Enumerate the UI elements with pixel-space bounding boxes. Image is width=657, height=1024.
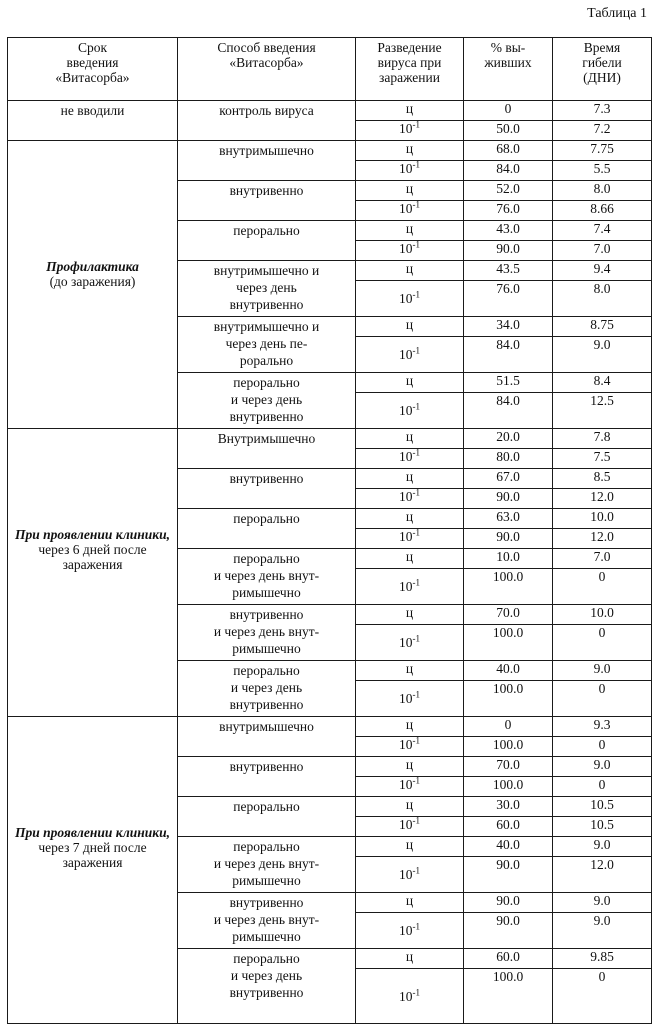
method-line: внутривенно bbox=[180, 296, 353, 313]
survived-value: 84.0 bbox=[464, 337, 553, 373]
death-time-value: 5.5 bbox=[553, 161, 652, 181]
dilution-base: 10 bbox=[399, 737, 413, 752]
method-line: внутривенно bbox=[180, 696, 353, 713]
death-time-value: 9.85 bbox=[553, 949, 652, 969]
dilution-exponent: -1 bbox=[413, 987, 421, 997]
death-time-value: 0 bbox=[553, 737, 652, 757]
survived-value: 10.0 bbox=[464, 549, 553, 569]
survived-value: 100.0 bbox=[464, 681, 553, 717]
survived-value: 68.0 bbox=[464, 141, 553, 161]
death-time-value: 12.0 bbox=[553, 857, 652, 893]
method-label: Внутримышечно bbox=[180, 430, 353, 447]
method-cell bbox=[178, 797, 356, 837]
death-time-value: 9.4 bbox=[553, 261, 652, 281]
method-cell bbox=[178, 317, 356, 373]
method-line: и через день внут- bbox=[180, 567, 353, 584]
dilution-whole: ц bbox=[356, 469, 464, 489]
dilution-base: 10 bbox=[399, 121, 413, 136]
method-cell bbox=[178, 717, 356, 757]
death-time-value: 9.0 bbox=[553, 837, 652, 857]
death-time-value: 12.5 bbox=[553, 393, 652, 429]
header-method: Способ введения «Витасорба» bbox=[178, 38, 356, 101]
method-line: римышечно bbox=[180, 584, 353, 601]
term-cell bbox=[8, 429, 178, 717]
survived-value: 43.5 bbox=[464, 261, 553, 281]
death-time-value: 0 bbox=[553, 969, 652, 1024]
dilution-base: 10 bbox=[399, 403, 413, 418]
term-bold-label: При проявлении клиники, bbox=[10, 825, 175, 840]
term-bold-label: При проявлении клиники, bbox=[10, 527, 175, 542]
survived-value: 84.0 bbox=[464, 393, 553, 429]
survived-value: 70.0 bbox=[464, 757, 553, 777]
method-line: через день пе- bbox=[180, 335, 353, 352]
dilution-base: 10 bbox=[399, 635, 413, 650]
survived-value: 40.0 bbox=[464, 661, 553, 681]
method-label: внутривенно bbox=[180, 470, 353, 487]
dilution-exponent: -1 bbox=[413, 402, 421, 412]
dilution-exponent: -1 bbox=[413, 161, 421, 170]
method-label: перорально bbox=[180, 222, 353, 239]
method-line: и через день внут- bbox=[180, 623, 353, 640]
method-cell bbox=[178, 429, 356, 469]
survived-value: 52.0 bbox=[464, 181, 553, 201]
death-time-value: 0 bbox=[553, 681, 652, 717]
death-time-value: 8.4 bbox=[553, 373, 652, 393]
dilution-base: 10 bbox=[399, 347, 413, 362]
method-line: и через день bbox=[180, 391, 353, 408]
dilution-tenth bbox=[356, 777, 464, 797]
header-dilution: Разведение вируса при заражении bbox=[356, 38, 464, 101]
death-time-value: 9.0 bbox=[553, 757, 652, 777]
dilution-tenth bbox=[356, 529, 464, 549]
dilution-exponent: -1 bbox=[413, 529, 421, 538]
death-time-value: 7.8 bbox=[553, 429, 652, 449]
death-time-value: 8.66 bbox=[553, 201, 652, 221]
method-cell bbox=[178, 661, 356, 717]
death-time-value: 9.0 bbox=[553, 337, 652, 373]
method-cell bbox=[178, 141, 356, 181]
dilution-whole: ц bbox=[356, 509, 464, 529]
table-row bbox=[8, 429, 652, 449]
survived-value: 60.0 bbox=[464, 817, 553, 837]
survived-value: 84.0 bbox=[464, 161, 553, 181]
method-cell bbox=[178, 181, 356, 221]
dilution-exponent: -1 bbox=[413, 578, 421, 588]
dilution-tenth bbox=[356, 681, 464, 717]
survived-value: 40.0 bbox=[464, 837, 553, 857]
survived-value: 67.0 bbox=[464, 469, 553, 489]
method-line: внутривенно bbox=[180, 606, 353, 623]
method-label: внутримышечно bbox=[180, 718, 353, 735]
survived-value: 100.0 bbox=[464, 777, 553, 797]
death-time-value: 12.0 bbox=[553, 529, 652, 549]
death-time-value: 7.75 bbox=[553, 141, 652, 161]
method-cell bbox=[178, 221, 356, 261]
dilution-exponent: -1 bbox=[413, 346, 421, 356]
dilution-whole: ц bbox=[356, 261, 464, 281]
dilution-whole: ц bbox=[356, 757, 464, 777]
survived-value: 90.0 bbox=[464, 913, 553, 949]
term-bold-label: Профилактика bbox=[10, 259, 175, 274]
death-time-value: 9.0 bbox=[553, 661, 652, 681]
method-cell bbox=[178, 469, 356, 509]
method-line: перорально bbox=[180, 374, 353, 391]
term-label: не вводили bbox=[10, 103, 175, 118]
death-time-value: 12.0 bbox=[553, 489, 652, 509]
table-caption: Таблица 1 bbox=[587, 6, 647, 22]
dilution-tenth bbox=[356, 913, 464, 949]
dilution-tenth bbox=[356, 449, 464, 469]
dilution-tenth bbox=[356, 393, 464, 429]
method-line: перорально bbox=[180, 950, 353, 967]
death-time-value: 8.0 bbox=[553, 181, 652, 201]
death-time-value: 9.0 bbox=[553, 913, 652, 949]
dilution-whole: ц bbox=[356, 317, 464, 337]
method-line: римышечно bbox=[180, 928, 353, 945]
dilution-base: 10 bbox=[399, 817, 413, 832]
dilution-tenth bbox=[356, 201, 464, 221]
survived-value: 70.0 bbox=[464, 605, 553, 625]
table-row bbox=[8, 101, 652, 121]
dilution-base: 10 bbox=[399, 691, 413, 706]
method-line: римышечно bbox=[180, 640, 353, 657]
dilution-tenth bbox=[356, 121, 464, 141]
dilution-tenth bbox=[356, 489, 464, 509]
survived-value: 0 bbox=[464, 101, 553, 121]
death-time-value: 9.3 bbox=[553, 717, 652, 737]
dilution-base: 10 bbox=[399, 989, 413, 1004]
death-time-value: 7.2 bbox=[553, 121, 652, 141]
death-time-value: 8.5 bbox=[553, 469, 652, 489]
method-cell bbox=[178, 605, 356, 661]
survived-value: 63.0 bbox=[464, 509, 553, 529]
method-line: и через день bbox=[180, 967, 353, 984]
dilution-exponent: -1 bbox=[413, 690, 421, 700]
dilution-tenth bbox=[356, 337, 464, 373]
table-row bbox=[8, 717, 652, 737]
death-time-value: 10.5 bbox=[553, 797, 652, 817]
method-line: через день bbox=[180, 279, 353, 296]
dilution-whole: ц bbox=[356, 181, 464, 201]
method-label: перорально bbox=[180, 510, 353, 527]
method-label: внутримышечно bbox=[180, 142, 353, 159]
dilution-base: 10 bbox=[399, 241, 413, 256]
dilution-base: 10 bbox=[399, 489, 413, 504]
table-row bbox=[8, 141, 652, 161]
dilution-tenth bbox=[356, 281, 464, 317]
method-line: римышечно bbox=[180, 872, 353, 889]
dilution-base: 10 bbox=[399, 777, 413, 792]
method-cell bbox=[178, 261, 356, 317]
dilution-exponent: -1 bbox=[413, 201, 421, 210]
term-cell bbox=[8, 141, 178, 429]
survived-value: 60.0 bbox=[464, 949, 553, 969]
method-line: рорально bbox=[180, 352, 353, 369]
survived-value: 100.0 bbox=[464, 569, 553, 605]
dilution-tenth bbox=[356, 969, 464, 1024]
dilution-exponent: -1 bbox=[413, 737, 421, 746]
dilution-whole: ц bbox=[356, 605, 464, 625]
survived-value: 30.0 bbox=[464, 797, 553, 817]
death-time-value: 7.4 bbox=[553, 221, 652, 241]
survived-value: 90.0 bbox=[464, 489, 553, 509]
dilution-whole: ц bbox=[356, 717, 464, 737]
death-time-value: 8.75 bbox=[553, 317, 652, 337]
method-line: внутривенно bbox=[180, 408, 353, 425]
survived-value: 100.0 bbox=[464, 737, 553, 757]
dilution-tenth bbox=[356, 569, 464, 605]
dilution-base: 10 bbox=[399, 291, 413, 306]
death-time-value: 7.3 bbox=[553, 101, 652, 121]
term-cell bbox=[8, 101, 178, 141]
survived-value: 76.0 bbox=[464, 201, 553, 221]
dilution-whole: ц bbox=[356, 221, 464, 241]
term-label: через 7 дней после заражения bbox=[10, 840, 175, 870]
method-cell bbox=[178, 837, 356, 893]
survived-value: 90.0 bbox=[464, 241, 553, 261]
dilution-base: 10 bbox=[399, 449, 413, 464]
dilution-exponent: -1 bbox=[413, 449, 421, 458]
method-line: внутримышечно и bbox=[180, 318, 353, 335]
death-time-value: 0 bbox=[553, 569, 652, 605]
dilution-base: 10 bbox=[399, 201, 413, 216]
method-cell bbox=[178, 101, 356, 141]
dilution-base: 10 bbox=[399, 867, 413, 882]
method-cell bbox=[178, 549, 356, 605]
death-time-value: 9.0 bbox=[553, 893, 652, 913]
survived-value: 100.0 bbox=[464, 969, 553, 1024]
term-label: (до заражения) bbox=[10, 274, 175, 289]
dilution-whole: ц bbox=[356, 549, 464, 569]
dilution-exponent: -1 bbox=[413, 634, 421, 644]
survived-value: 80.0 bbox=[464, 449, 553, 469]
method-label: контроль вируса bbox=[180, 102, 353, 119]
dilution-whole: ц bbox=[356, 893, 464, 913]
dilution-whole: ц bbox=[356, 949, 464, 969]
term-cell bbox=[8, 717, 178, 1024]
header-term: Срок введения «Витасорба» bbox=[8, 38, 178, 101]
dilution-tenth bbox=[356, 737, 464, 757]
death-time-value: 8.0 bbox=[553, 281, 652, 317]
header-row bbox=[8, 38, 652, 101]
survived-value: 100.0 bbox=[464, 625, 553, 661]
dilution-base: 10 bbox=[399, 529, 413, 544]
method-line: и через день внут- bbox=[180, 855, 353, 872]
method-cell bbox=[178, 509, 356, 549]
dilution-whole: ц bbox=[356, 429, 464, 449]
method-cell bbox=[178, 893, 356, 949]
survived-value: 20.0 bbox=[464, 429, 553, 449]
dilution-exponent: -1 bbox=[413, 121, 421, 130]
method-label: перорально bbox=[180, 798, 353, 815]
method-line: и через день bbox=[180, 679, 353, 696]
method-cell bbox=[178, 757, 356, 797]
method-line: внутримышечно и bbox=[180, 262, 353, 279]
dilution-whole: ц bbox=[356, 101, 464, 121]
survived-value: 90.0 bbox=[464, 857, 553, 893]
dilution-base: 10 bbox=[399, 161, 413, 176]
dilution-whole: ц bbox=[356, 837, 464, 857]
survived-value: 50.0 bbox=[464, 121, 553, 141]
survived-value: 43.0 bbox=[464, 221, 553, 241]
death-time-value: 7.5 bbox=[553, 449, 652, 469]
method-label: внутривенно bbox=[180, 758, 353, 775]
dilution-base: 10 bbox=[399, 579, 413, 594]
term-label: через 6 дней после заражения bbox=[10, 542, 175, 572]
death-time-value: 0 bbox=[553, 625, 652, 661]
dilution-whole: ц bbox=[356, 141, 464, 161]
dilution-exponent: -1 bbox=[413, 241, 421, 250]
method-line: внутривенно bbox=[180, 984, 353, 1001]
survived-value: 0 bbox=[464, 717, 553, 737]
death-time-value: 10.0 bbox=[553, 605, 652, 625]
dilution-tenth bbox=[356, 857, 464, 893]
death-time-value: 7.0 bbox=[553, 549, 652, 569]
survived-value: 34.0 bbox=[464, 317, 553, 337]
death-time-value: 10.5 bbox=[553, 817, 652, 837]
method-cell bbox=[178, 373, 356, 429]
dilution-tenth bbox=[356, 161, 464, 181]
dilution-tenth bbox=[356, 817, 464, 837]
header-survived: % вы- живших bbox=[464, 38, 553, 101]
dilution-exponent: -1 bbox=[413, 866, 421, 876]
dilution-whole: ц bbox=[356, 797, 464, 817]
method-line: перорально bbox=[180, 550, 353, 567]
survived-value: 76.0 bbox=[464, 281, 553, 317]
survived-value: 51.5 bbox=[464, 373, 553, 393]
death-time-value: 7.0 bbox=[553, 241, 652, 261]
method-line: и через день внут- bbox=[180, 911, 353, 928]
results-table bbox=[7, 37, 652, 1024]
dilution-exponent: -1 bbox=[413, 777, 421, 786]
method-line: внутривенно bbox=[180, 894, 353, 911]
survived-value: 90.0 bbox=[464, 529, 553, 549]
dilution-tenth bbox=[356, 625, 464, 661]
dilution-exponent: -1 bbox=[413, 290, 421, 300]
dilution-exponent: -1 bbox=[413, 817, 421, 826]
death-time-value: 0 bbox=[553, 777, 652, 797]
dilution-base: 10 bbox=[399, 923, 413, 938]
dilution-exponent: -1 bbox=[413, 922, 421, 932]
method-cell bbox=[178, 949, 356, 1024]
survived-value: 90.0 bbox=[464, 893, 553, 913]
death-time-value: 10.0 bbox=[553, 509, 652, 529]
header-death-time: Время гибели (ДНИ) bbox=[553, 38, 652, 101]
method-line: перорально bbox=[180, 662, 353, 679]
method-line: перорально bbox=[180, 838, 353, 855]
method-label: внутривенно bbox=[180, 182, 353, 199]
dilution-exponent: -1 bbox=[413, 489, 421, 498]
dilution-tenth bbox=[356, 241, 464, 261]
dilution-whole: ц bbox=[356, 661, 464, 681]
dilution-whole: ц bbox=[356, 373, 464, 393]
